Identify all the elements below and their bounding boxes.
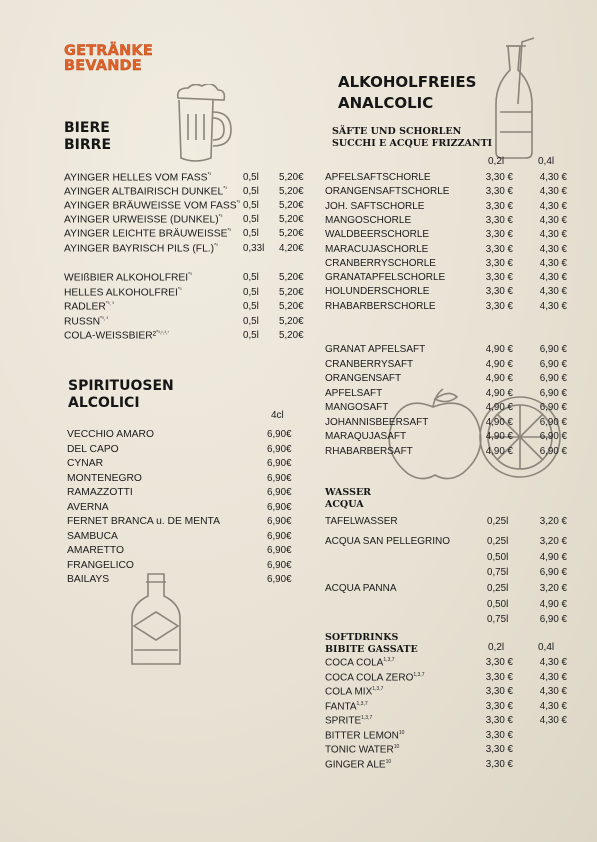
beer-price: 4,20€	[279, 243, 304, 254]
allergen-note: *³, ³	[100, 316, 109, 322]
nonalc-heading-line1: ALKOHOLFREIES	[338, 73, 477, 91]
allergen-note: 1,3,7	[372, 686, 384, 692]
item-name	[64, 200, 240, 211]
beer-price: 5,20€	[279, 301, 304, 312]
item-name-text: AYINGER BRÄUWEISSE VOM FASS	[64, 200, 237, 212]
spirits-price: 6,90€	[267, 530, 292, 542]
water-price: 3,20 €	[539, 583, 567, 594]
item-name	[67, 531, 118, 542]
schorle-price-large: 4,30 €	[539, 186, 567, 198]
beer-heading-line2: BIRRE	[64, 137, 112, 153]
item-name	[325, 417, 428, 428]
schorle-price-large: 4,30 €	[539, 257, 567, 269]
schorle-price-small: 3,30 €	[485, 214, 513, 226]
juice-price-large: 6,90 €	[539, 387, 567, 399]
water-size: 0,25l	[487, 516, 509, 527]
item-name-text: FRANGELICO	[67, 559, 134, 571]
item-name	[67, 458, 103, 469]
nonalc-col2-header: 0,4l	[538, 156, 555, 167]
item-name-text: RUSSN	[64, 316, 101, 328]
beer-price: 5,20€	[279, 272, 304, 283]
softdrink-price-large: 4,30 €	[539, 686, 567, 697]
item-name-text: GRANAT APFELSAFT	[325, 344, 426, 355]
beer-heading-line1: BIERE	[64, 120, 110, 136]
bottle-with-straw-icon	[488, 34, 542, 162]
allergen-note: *³, ³	[105, 301, 114, 307]
item-name-text: TONIC WATER	[325, 744, 394, 756]
spirits-price: 6,90€	[267, 516, 292, 527]
nonalc-subheading-line1: SÄFTE UND SCHORLEN	[332, 126, 462, 137]
item-name	[67, 429, 154, 440]
item-name-text: RAMAZZOTTI	[67, 487, 133, 498]
item-name	[325, 286, 429, 297]
item-name	[67, 574, 109, 585]
item-name-text: APFELSAFTSCHORLE	[325, 172, 431, 183]
beer-size: 0,33l	[243, 243, 265, 254]
item-name-text: AYINGER ALTBAIRISCH DUNKEL	[64, 186, 224, 198]
water-heading-line1: WASSER	[325, 487, 372, 498]
schorle-price-large: 4,30 €	[539, 243, 567, 255]
item-name	[325, 715, 372, 726]
item-name	[325, 759, 391, 770]
beer-price: 5,20€	[279, 316, 304, 327]
water-size: 0,75l	[487, 567, 509, 578]
juice-price-large: 6,90 €	[539, 445, 567, 457]
beer-price: 5,20€	[279, 228, 304, 239]
item-name-text: CRANBERRYSCHORLE	[325, 257, 436, 269]
schorle-price-small: 3,30 €	[485, 300, 513, 312]
schorle-price-small: 3,30 €	[485, 229, 513, 241]
softdrinks-col1-header: 0,2l	[488, 642, 505, 653]
item-name-text: AVERNA	[67, 501, 109, 513]
water-size: 0,25l	[487, 583, 509, 594]
beer-size: 0,5l	[243, 172, 259, 183]
item-name	[325, 536, 450, 547]
item-name-text: MANGOSCHORLE	[325, 214, 412, 226]
item-name	[325, 701, 368, 712]
item-name-text: SPRITE	[325, 715, 362, 727]
item-name	[325, 186, 449, 197]
water-size: 0,50l	[487, 551, 509, 563]
item-name	[325, 388, 382, 399]
water-price: 3,20 €	[539, 536, 567, 547]
spirits-price: 6,90€	[267, 559, 292, 571]
item-name-text: ORANGENSAFTSCHORLE	[325, 186, 450, 198]
juice-price-large: 6,90 €	[539, 373, 567, 384]
beer-price: 5,20€	[279, 214, 304, 225]
beer-size: 0,5l	[243, 330, 259, 341]
menu-title-line1: GETRÄNKE	[64, 43, 153, 59]
item-name	[64, 287, 182, 298]
item-name-text: MARACUJASCHORLE	[325, 243, 429, 255]
item-name-text: AMARETTO	[67, 545, 125, 556]
water-price: 6,90 €	[539, 567, 567, 578]
softdrink-price-small: 3,30 €	[485, 744, 513, 755]
item-name-text: GINGER ALE	[325, 758, 386, 770]
item-name	[325, 730, 404, 741]
item-name	[67, 516, 220, 527]
spirits-price: 6,90€	[267, 429, 292, 440]
allergen-note: *³	[214, 243, 218, 249]
schorle-price-large: 4,30 €	[539, 272, 567, 284]
beer-size: 0,5l	[243, 287, 259, 298]
water-price: 4,90 €	[539, 551, 567, 563]
item-name	[64, 228, 231, 239]
item-name	[325, 272, 445, 283]
item-name	[325, 744, 399, 755]
item-name-text: HELLES ALKOHOLFREI	[64, 287, 178, 299]
item-name	[325, 244, 428, 255]
schorle-price-small: 3,30 €	[485, 172, 513, 183]
item-name	[325, 359, 413, 370]
item-name-text: ORANGENSAFT	[325, 373, 402, 384]
item-name	[67, 473, 142, 484]
item-name	[325, 301, 436, 312]
softdrink-price-small: 3,30 €	[485, 686, 513, 697]
menu-title	[64, 44, 153, 74]
allergen-note: 1,3,7	[383, 657, 395, 663]
item-name-text: BAILAYS	[67, 574, 110, 585]
liquor-bottle-icon	[126, 570, 186, 670]
spirits-heading-line1: SPIRITUOSEN	[68, 378, 174, 394]
water-size: 0,25l	[487, 536, 509, 547]
beer-size: 0,5l	[243, 301, 259, 312]
softdrink-price-large: 4,30 €	[539, 671, 567, 683]
allergen-note: 1,3,7	[413, 671, 425, 678]
spirits-price: 6,90€	[267, 545, 292, 556]
item-name-text: FANTA	[325, 700, 357, 712]
item-name-text: ACQUA SAN PELLEGRINO	[325, 536, 451, 547]
item-name	[67, 560, 134, 571]
allergen-note: 10	[393, 744, 400, 750]
beer-size: 0,5l	[243, 272, 259, 283]
schorle-price-large: 4,30 €	[539, 229, 567, 241]
water-size: 0,50l	[487, 598, 509, 610]
beer-size: 0,5l	[243, 316, 259, 327]
item-name-text: COCA COLA ZERO	[325, 671, 414, 683]
juice-price-large: 6,90 €	[539, 344, 567, 355]
nonalc-subheading-line2: SUCCHI E ACQUE FRIZZANTI	[332, 138, 493, 149]
item-name-text: MARAQUJASAFT	[325, 431, 407, 442]
allergen-note: *³	[223, 186, 227, 192]
item-name-text: JOHANNISBEERSAFT	[325, 416, 429, 428]
beer-size: 0,5l	[243, 214, 259, 225]
item-name	[325, 201, 424, 212]
item-name	[325, 446, 413, 457]
allergen-note: *³	[207, 172, 212, 178]
juice-price-small: 4,90 €	[485, 431, 513, 442]
item-name-text: VECCHIO AMARO	[67, 429, 154, 440]
spirits-price: 6,90€	[267, 501, 292, 513]
item-name-text: ACQUA PANNA	[325, 583, 397, 594]
item-name	[64, 243, 218, 254]
beer-size: 0,5l	[243, 186, 259, 197]
schorle-price-small: 3,30 €	[485, 243, 513, 255]
spirits-heading	[68, 378, 174, 412]
softdrink-price-small: 3,30 €	[485, 715, 513, 726]
item-name-text: CYNAR	[67, 458, 104, 469]
water-price: 3,20 €	[539, 516, 567, 527]
item-name	[325, 583, 397, 594]
allergen-note: *³	[177, 287, 182, 293]
spirits-price: 6,90€	[267, 574, 292, 585]
item-name	[325, 402, 388, 413]
spirits-price: 6,90€	[267, 458, 292, 469]
item-name-text: GRANATAPFELSCHORLE	[325, 272, 446, 284]
schorle-price-large: 4,30 €	[539, 300, 567, 312]
schorle-price-large: 4,30 €	[539, 200, 567, 212]
beer-size: 0,5l	[243, 228, 259, 239]
water-price: 6,90 €	[539, 614, 567, 625]
item-name	[325, 516, 398, 527]
schorle-price-small: 3,30 €	[485, 286, 513, 298]
item-name	[67, 545, 124, 556]
water-price: 4,90 €	[539, 598, 567, 610]
item-name	[64, 214, 222, 225]
item-name-text: AYINGER HELLES VOM FASS	[64, 172, 208, 184]
item-name	[325, 172, 431, 183]
beer-heading	[64, 120, 111, 154]
item-name	[325, 686, 383, 697]
juice-price-small: 4,90 €	[485, 416, 513, 428]
item-name-text: RHABARBERSCHORLE	[325, 300, 436, 312]
juice-price-small: 4,90 €	[485, 402, 513, 413]
allergen-note: 1,3,7	[361, 715, 373, 721]
water-heading-line2: ACQUA	[325, 499, 364, 510]
item-name-text: APFELSAFT	[325, 387, 383, 399]
item-name-text: RADLER	[64, 301, 106, 313]
nonalc-heading-line2: ANALCOLIC	[338, 94, 434, 112]
item-name	[325, 258, 436, 269]
beer-price: 5,20€	[279, 200, 304, 211]
nonalc-subheading	[332, 126, 492, 150]
juice-price-small: 4,90 €	[485, 445, 513, 457]
item-name	[325, 215, 411, 226]
allergen-note: *³	[218, 214, 223, 220]
softdrink-price-small: 3,30 €	[485, 758, 513, 770]
item-name-text: CRANBERRYSAFT	[325, 358, 414, 370]
softdrink-price-small: 3,30 €	[485, 657, 513, 668]
softdrinks-heading-line1: SOFTDRINKS	[325, 632, 399, 643]
menu-title-line2: BEVANDE	[64, 58, 142, 74]
softdrink-price-small: 3,30 €	[485, 729, 513, 741]
juice-price-small: 4,90 €	[485, 358, 513, 370]
item-name	[325, 657, 394, 668]
beer-price: 5,20€	[279, 287, 304, 298]
item-name-text: COLA MIX	[325, 686, 373, 698]
item-name-text: RHABARBERSAFT	[325, 445, 413, 457]
item-name-text: DEL CAPO	[67, 443, 119, 455]
juice-price-small: 4,90 €	[485, 373, 513, 384]
juice-price-small: 4,90 €	[485, 387, 513, 399]
beer-size: 0,5l	[243, 200, 259, 211]
item-name	[64, 186, 227, 197]
softdrink-price-large: 4,30 €	[539, 657, 567, 668]
allergen-note: 10	[385, 758, 392, 765]
juice-price-small: 4,90 €	[485, 344, 513, 355]
softdrinks-col2-header: 0,4l	[538, 642, 555, 653]
beer-mug-icon	[170, 84, 238, 164]
item-name-text: AYINGER URWEISSE (DUNKEL)	[64, 214, 219, 226]
schorle-price-large: 4,30 €	[539, 172, 567, 183]
juice-price-large: 6,90 €	[539, 358, 567, 370]
item-name	[64, 301, 114, 312]
item-name-text: AYINGER LEICHTE BRÄUWEISSE	[64, 228, 228, 240]
item-name-text: MANGOSAFT	[325, 402, 389, 413]
item-name	[67, 502, 109, 513]
schorle-price-small: 3,30 €	[485, 257, 513, 269]
juice-price-large: 6,90 €	[539, 431, 567, 442]
softdrinks-heading-line2: BIBITE GASSATE	[325, 644, 418, 655]
spirits-heading-line2: ALCOLICI	[68, 395, 140, 411]
water-size: 0,75l	[487, 614, 509, 625]
item-name	[64, 330, 169, 341]
schorle-price-large: 4,30 €	[539, 286, 567, 298]
spirits-size-header: 4cl	[271, 410, 284, 421]
allergen-note: *³,¹,³,⁷	[156, 330, 170, 336]
item-name	[64, 172, 211, 183]
item-name	[325, 431, 406, 442]
juice-price-large: 6,90 €	[539, 402, 567, 413]
item-name	[325, 229, 429, 240]
item-name	[325, 672, 424, 683]
allergen-note: *³	[188, 272, 192, 278]
item-name-text: TAFELWASSER	[325, 516, 398, 527]
spirits-price: 6,90€	[267, 443, 292, 455]
water-heading	[325, 487, 371, 511]
item-name-text: SAMBUCA	[67, 530, 118, 542]
item-name	[64, 272, 192, 283]
item-name	[67, 487, 133, 498]
juice-price-large: 6,90 €	[539, 416, 567, 428]
softdrink-price-large: 4,30 €	[539, 715, 567, 726]
item-name-text: MONTENEGRO	[67, 472, 142, 484]
softdrink-price-large: 4,30 €	[539, 700, 567, 712]
softdrink-price-small: 3,30 €	[485, 671, 513, 683]
item-name	[67, 444, 119, 455]
item-name	[325, 344, 425, 355]
item-name	[325, 373, 401, 384]
item-name-text: WEIßBIER ALKOHOLFREI	[64, 272, 189, 284]
item-name-text: FERNET BRANCA u. DE MENTA	[67, 516, 220, 527]
spirits-price: 6,90€	[267, 472, 292, 484]
allergen-note: 1,3,7	[356, 700, 368, 707]
softdrinks-heading	[325, 632, 418, 656]
item-name	[64, 316, 108, 327]
item-name-text: JOH. SAFTSCHORLE	[325, 200, 425, 212]
schorle-price-small: 3,30 €	[485, 200, 513, 212]
nonalc-col1-header: 0,2l	[488, 156, 505, 167]
schorle-price-small: 3,30 €	[485, 186, 513, 198]
schorle-price-large: 4,30 €	[539, 214, 567, 226]
item-name-text: BITTER LEMON	[325, 729, 399, 741]
nonalc-heading	[338, 72, 476, 114]
item-name-text: COLA-WEISSBIER²	[64, 330, 157, 342]
item-name-text: HOLUNDERSCHORLE	[325, 286, 430, 298]
softdrink-price-small: 3,30 €	[485, 700, 513, 712]
spirits-price: 6,90€	[267, 487, 292, 498]
beer-price: 5,20€	[279, 330, 304, 341]
item-name-text: COCA COLA	[325, 657, 384, 669]
item-name-text: WALDBEERSCHORLE	[325, 229, 430, 241]
item-name-text: AYINGER BAYRISCH PILS (FL.)	[64, 243, 215, 255]
schorle-price-small: 3,30 €	[485, 272, 513, 284]
beer-price: 5,20€	[279, 186, 304, 197]
beer-price: 5,20€	[279, 172, 304, 183]
allergen-note: 10	[398, 729, 405, 736]
allergen-note: *³	[227, 228, 232, 234]
allergen-note: *³	[236, 200, 241, 206]
